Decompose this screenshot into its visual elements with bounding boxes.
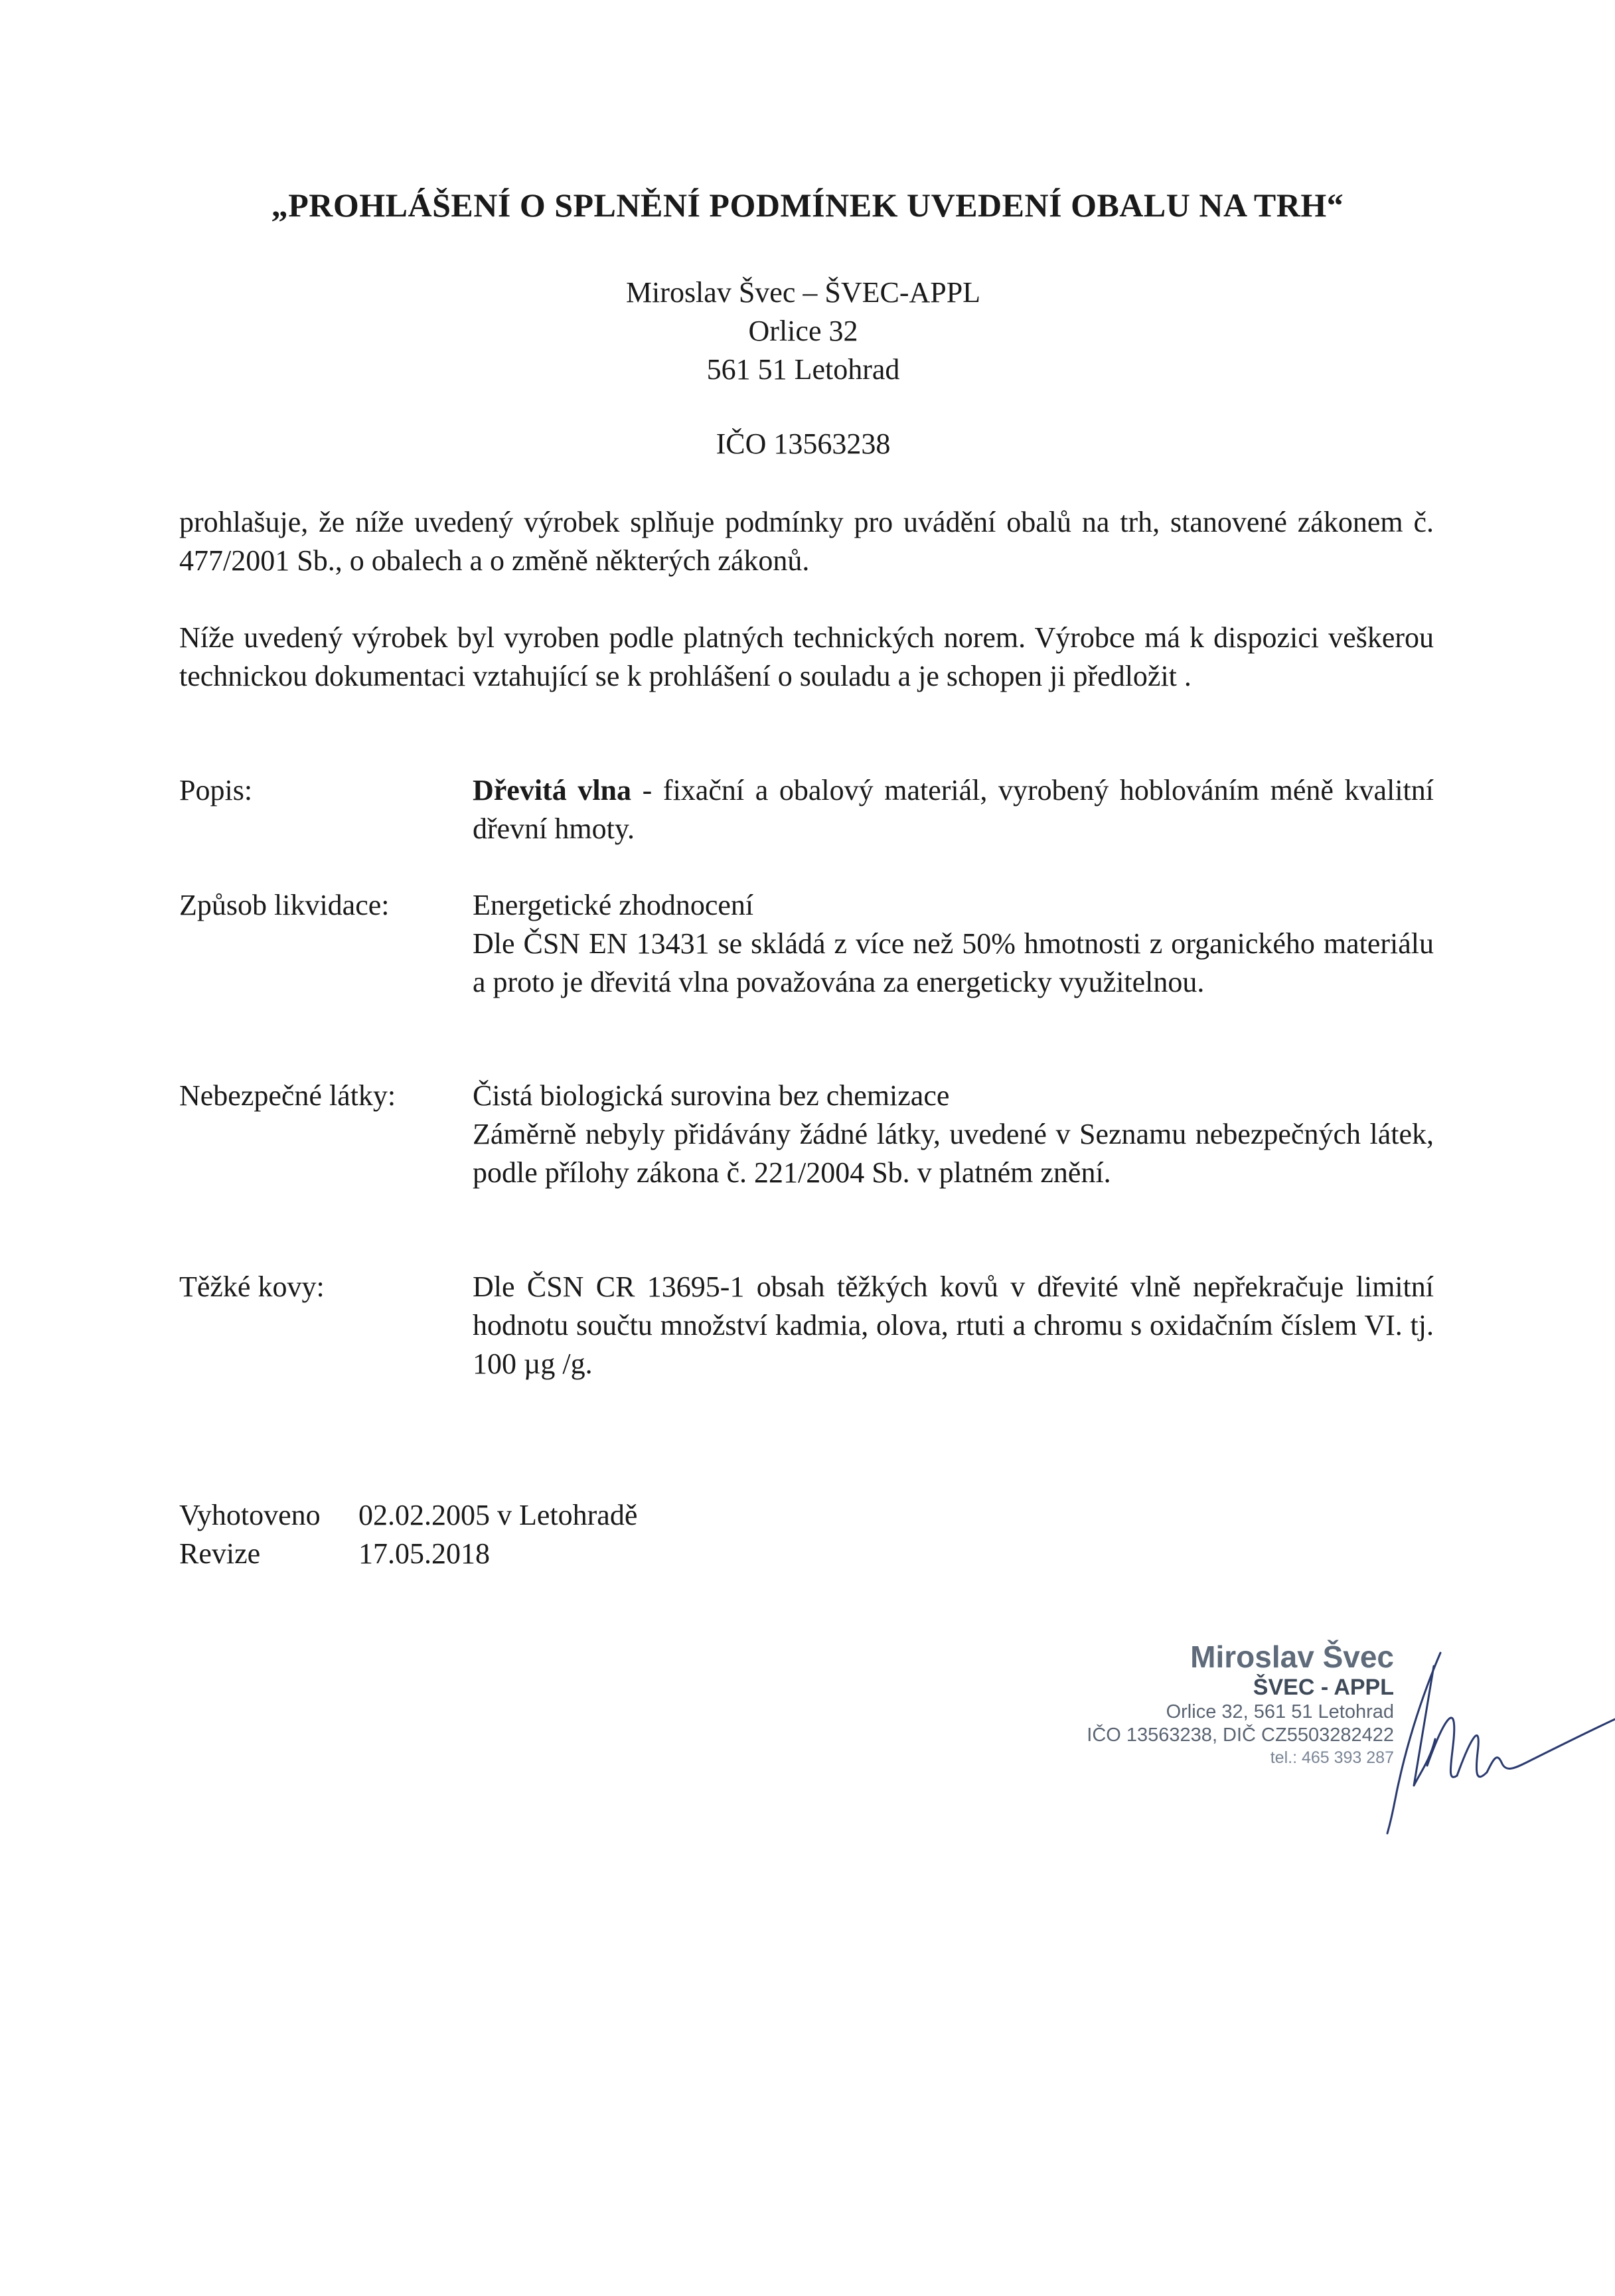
likvidace-heading: Energetické zhodnocení: [473, 889, 754, 921]
company-street: Orlice 32: [748, 315, 858, 347]
vyhotoveno-label: Vyhotoveno: [179, 1499, 321, 1531]
intro-paragraph: prohlašuje, že níže uvedený výrobek splňuje podmínky pro uvádění obalů na trh, stanovené zákonem č. 477/2001 Sb., o obalech a o změně některých zákonů.: [179, 506, 1434, 577]
revize-value: 17.05.2018: [358, 1537, 490, 1570]
latky-text: Záměrně nebyly přidávány žádné látky, uvedené v Seznamu nebezpečných látek, podle přílohy zákona č. 221/2004 Sb. v platném znění.: [473, 1118, 1434, 1189]
company-name: Miroslav Švec – ŠVEC-APPL: [625, 276, 981, 309]
popis-label: Popis:: [179, 774, 253, 806]
stamp-ids: IČO 13563238, DIČ CZ5503282422: [1087, 1724, 1394, 1746]
stamp-firm: ŠVEC - APPL: [1253, 1675, 1394, 1700]
latky-heading: Čistá biologická surovina bez chemizace: [473, 1079, 950, 1112]
standards-paragraph: Níže uvedený výrobek byl vyroben podle platných technických norem. Výrobce má k dispozici veškerou technickou dokumentaci vztahující se k prohlášení o souladu a je schopen ji předložit .: [179, 621, 1434, 692]
product-name: Dřevitá vlna: [473, 774, 632, 806]
kovy-value: Dle ČSN CR 13695-1 obsah těžkých kovů v dřevité vlně nepřekračuje limitní hodnotu součtu množství kadmia, olova, rtuti a chromu s oxidačním číslem VI. tj. 100 µg /g.: [473, 1270, 1434, 1380]
company-city: 561 51 Letohrad: [706, 353, 900, 386]
vyhotoveno-row: [179, 1496, 637, 1535]
vyhotoveno-value: 02.02.2005 v Letohradě: [358, 1499, 638, 1531]
company-block: [398, 273, 1208, 389]
stamp-tel: tel.: 465 393 287: [1270, 1748, 1394, 1767]
document-title: „PROHLÁŠENÍ O SPLNĚNÍ PODMÍNEK UVEDENÍ OBALU NA TRH“: [271, 187, 1344, 224]
signature-stroke: [1427, 1718, 1457, 1777]
signature-stroke: [1414, 1666, 1435, 1786]
revize-label: Revize: [179, 1537, 261, 1570]
popis-value: [473, 771, 1434, 848]
latky-label: Nebezpečné látky:: [179, 1079, 396, 1112]
popis-text: - fixační a obalový materiál, vyrobený hoblováním méně kvalitní dřevní hmoty.: [473, 774, 1434, 845]
likvidace-label: Způsob likvidace:: [179, 889, 390, 921]
revize-row: [179, 1535, 490, 1573]
kovy-label: Těžké kovy:: [179, 1270, 325, 1303]
stamp-address: Orlice 32, 561 51 Letohrad: [1166, 1701, 1394, 1722]
company-ico: IČO 13563238: [716, 427, 891, 460]
likvidace-text: Dle ČSN EN 13431 se skládá z více než 50% hmotnosti z organického materiálu a proto je dřevitá vlna považována za energeticky využitelnou.: [473, 927, 1434, 998]
signature-stroke: [1457, 1736, 1487, 1777]
stamp-name: Miroslav Švec: [1190, 1640, 1394, 1674]
likvidace-value: [473, 886, 1434, 1002]
handwritten-signature: [1328, 1640, 1615, 1839]
signature-stroke: [1487, 1719, 1615, 1772]
latky-value: [473, 1077, 1434, 1192]
